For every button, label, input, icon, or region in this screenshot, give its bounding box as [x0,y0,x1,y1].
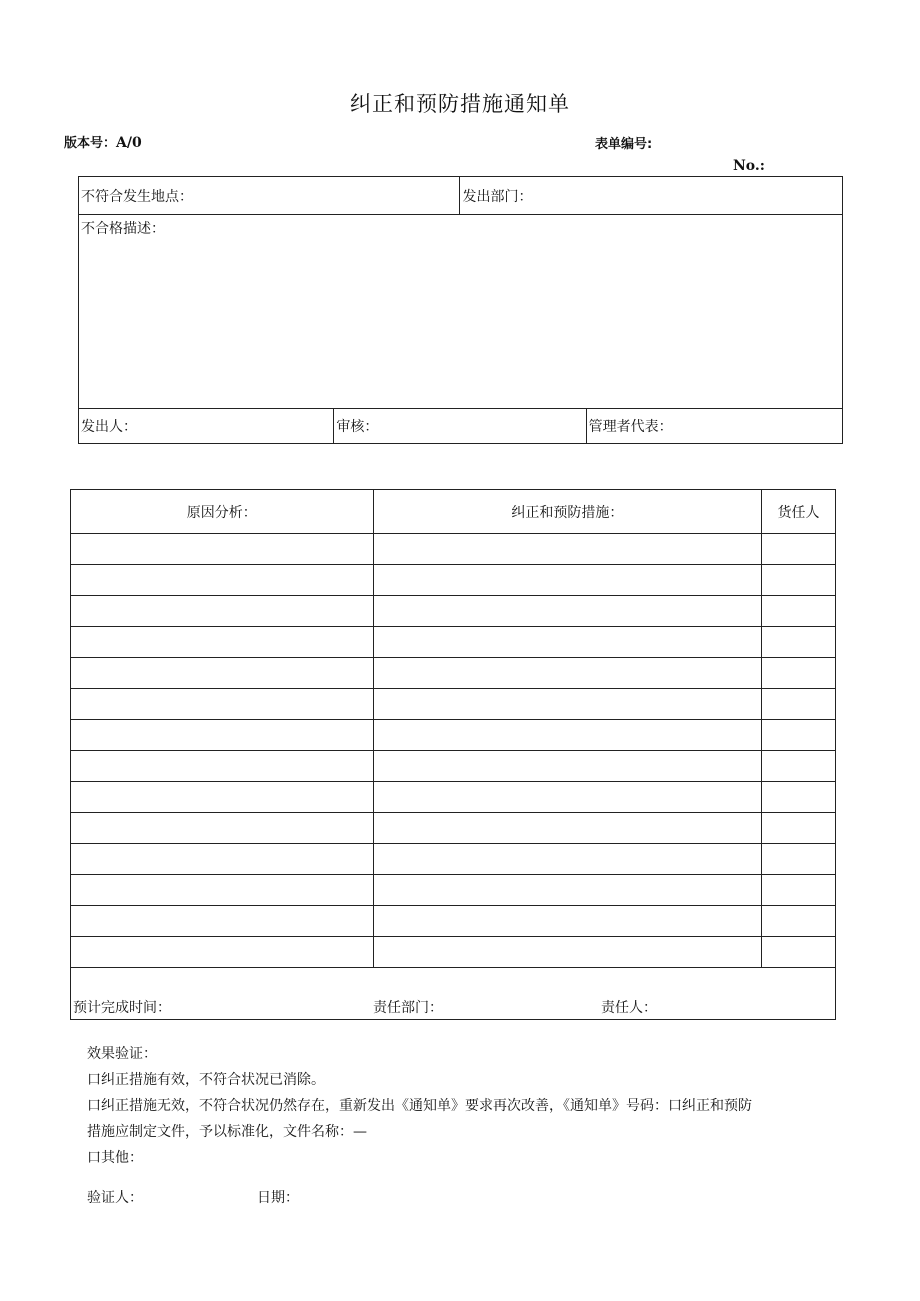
action-cell[interactable] [373,906,761,937]
cause-cell[interactable] [71,689,374,720]
description-field[interactable] [79,215,843,409]
manager-rep-label: 管理者代表： [588,419,673,435]
cause-cell[interactable] [71,813,374,844]
responsible-cell[interactable] [762,813,836,844]
issuer-field[interactable] [79,409,334,444]
cause-cell[interactable] [71,658,374,689]
column-header-action: 纠正和预防措施： [373,490,761,534]
action-cell[interactable] [373,658,761,689]
completion-footer [71,968,836,1020]
cause-cell[interactable] [71,782,374,813]
cause-cell[interactable] [71,596,374,627]
reviewer-label: 审核： [336,419,379,435]
location-field[interactable] [79,177,460,215]
option-ineffective[interactable]: 口纠正措施无效，不符合状况仍然存在，重新发出《通知单》要求再次改善，《通知单》号码：口纠正和预防 [87,1098,752,1114]
date-label: 日期： [257,1190,299,1206]
action-cell[interactable] [373,782,761,813]
responsible-cell[interactable] [762,875,836,906]
table-row [71,875,836,906]
responsible-cell[interactable] [762,627,836,658]
action-cell[interactable] [373,689,761,720]
responsible-cell[interactable] [762,751,836,782]
table-row [71,658,836,689]
table-row [71,937,836,968]
responsible-cell[interactable] [762,534,836,565]
cause-cell[interactable] [71,534,374,565]
responsible-cell[interactable] [762,720,836,751]
resp-person-label: 责任人： [601,1000,657,1016]
action-cell[interactable] [373,596,761,627]
verification-title: 效果验证： [87,1046,157,1062]
description-label: 不合格描述： [81,221,165,237]
nonconformity-table [78,176,843,444]
form-number-label: 表单编号: [595,137,653,152]
cause-cell[interactable] [71,720,374,751]
table-row [71,720,836,751]
table-row [71,689,836,720]
table-row [71,782,836,813]
cause-cell[interactable] [71,627,374,658]
responsible-cell[interactable] [762,782,836,813]
verification-section [87,1041,752,1171]
option-other[interactable]: 口其他： [87,1150,143,1166]
cause-cell[interactable] [71,751,374,782]
department-label: 发出部门： [462,188,533,205]
responsible-cell[interactable] [762,937,836,968]
version-value: A/0 [116,135,142,151]
option-ineffective-cont: 措施应制定文件，予以标准化，文件名称：— [87,1124,367,1140]
action-cell[interactable] [373,720,761,751]
corrective-action-table [70,489,836,1020]
cause-cell[interactable] [71,906,374,937]
table-row [71,534,836,565]
action-cell[interactable] [373,627,761,658]
responsible-cell[interactable] [762,689,836,720]
action-cell[interactable] [373,751,761,782]
table-row [71,627,836,658]
cause-cell[interactable] [71,875,374,906]
option-effective[interactable]: 口纠正措施有效，不符合状况已消除。 [87,1072,325,1088]
table-row [71,596,836,627]
action-cell[interactable] [373,937,761,968]
cause-cell[interactable] [71,937,374,968]
action-cell[interactable] [373,875,761,906]
planned-time-label: 预计完成时间： [73,1000,171,1016]
issuer-label: 发出人： [81,419,137,435]
table-row [71,565,836,596]
reviewer-field[interactable] [334,409,586,444]
column-header-responsible: 货任人 [762,490,836,534]
version-label: 版本号： [64,136,117,151]
responsible-cell[interactable] [762,596,836,627]
manager-rep-field[interactable] [586,409,842,444]
location-label: 不符合发生地点： [81,188,193,205]
resp-dept-label: 责任部门： [373,1000,443,1016]
cause-cell[interactable] [71,565,374,596]
responsible-cell[interactable] [762,844,836,875]
page-title: 纠正和预防措施通知单 [350,92,570,116]
table-row [71,813,836,844]
action-cell[interactable] [373,534,761,565]
verifier-label: 验证人： [87,1190,143,1206]
department-field[interactable] [460,177,843,215]
action-cell[interactable] [373,813,761,844]
version-info [64,132,142,151]
responsible-cell[interactable] [762,906,836,937]
cause-cell[interactable] [71,844,374,875]
table-row [71,844,836,875]
column-header-cause: 原因分析： [71,490,374,534]
action-cell[interactable] [373,844,761,875]
action-cell[interactable] [373,565,761,596]
table-row [71,751,836,782]
no-label: No.: [733,158,765,174]
responsible-cell[interactable] [762,658,836,689]
table-row [71,906,836,937]
responsible-cell[interactable] [762,565,836,596]
